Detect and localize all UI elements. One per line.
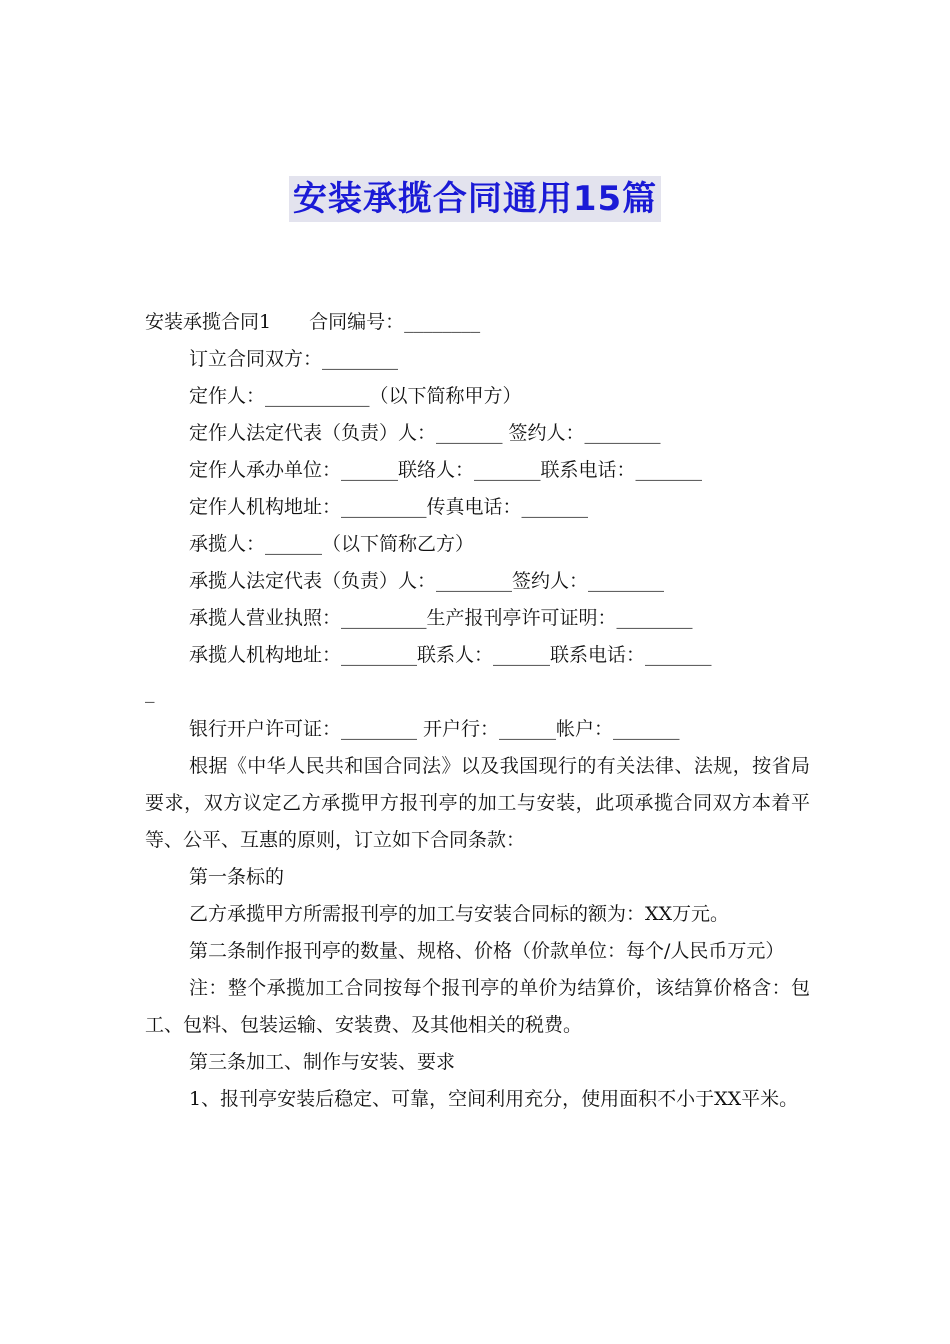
article-two-note: 注：整个承揽加工合同按每个报刊亭的单价为结算价，该结算价格含：包工、包料、包装运输、安装费、及其他相关的税费。 (145, 977, 810, 1036)
title-container (0, 176, 950, 222)
article-two-heading: 第二条制作报刊亭的数量、规格、价格（价款单位：每个/人民币万元） (189, 940, 785, 962)
article-one-heading: 第一条标的 (189, 866, 285, 888)
contract-heading-line: 安装承揽合同1 合同编号：________ (145, 311, 481, 333)
ordering-party-representative-line: 定作人法定代表（负责）人：_______ 签约人：________ (189, 422, 661, 444)
contractor-line: 承揽人：______（以下简称乙方） (189, 533, 475, 555)
article-three-heading: 第三条加工、制作与安装、要求 (189, 1051, 456, 1073)
contractor-address-line: 承揽人机构地址：________联系人：______联系电话：_______ (189, 644, 712, 666)
ordering-party-line: 定作人：___________（以下简称甲方） (189, 385, 522, 407)
parties-line: 订立合同双方：________ (189, 348, 399, 370)
article-one-text: 乙方承揽甲方所需报刊亭的加工与安装合同标的额为：XX万元。 (189, 903, 730, 925)
preamble-paragraph: 根据《中华人民共和国合同法》以及我国现行的有关法律、法规，按省局要求，双方议定乙方承揽甲方报刊亭的加工与安装，此项承揽合同双方本着平等、公平、互惠的原则，订立如下合同条款： (145, 755, 810, 851)
document-title: 安装承揽合同通用15篇 (289, 176, 661, 222)
contractor-address-line-wrap: _ (145, 681, 155, 703)
ordering-party-address-line: 定作人机构地址：_________传真电话：_______ (189, 496, 589, 518)
article-three-item-one: 1、报刊亭安装后稳定、可靠，空间利用充分，使用面积不小于XX平米。 (189, 1088, 799, 1110)
contractor-license-line: 承揽人营业执照：_________生产报刊亭许可证明：________ (189, 607, 693, 629)
bank-line: 银行开户许可证：________ 开户行：______帐户：_______ (189, 718, 680, 740)
contractor-representative-line: 承揽人法定代表（负责）人：________签约人：________ (189, 570, 665, 592)
ordering-party-unit-line: 定作人承办单位：______联络人：_______联系电话：_______ (189, 459, 703, 481)
document-body (145, 304, 810, 1118)
